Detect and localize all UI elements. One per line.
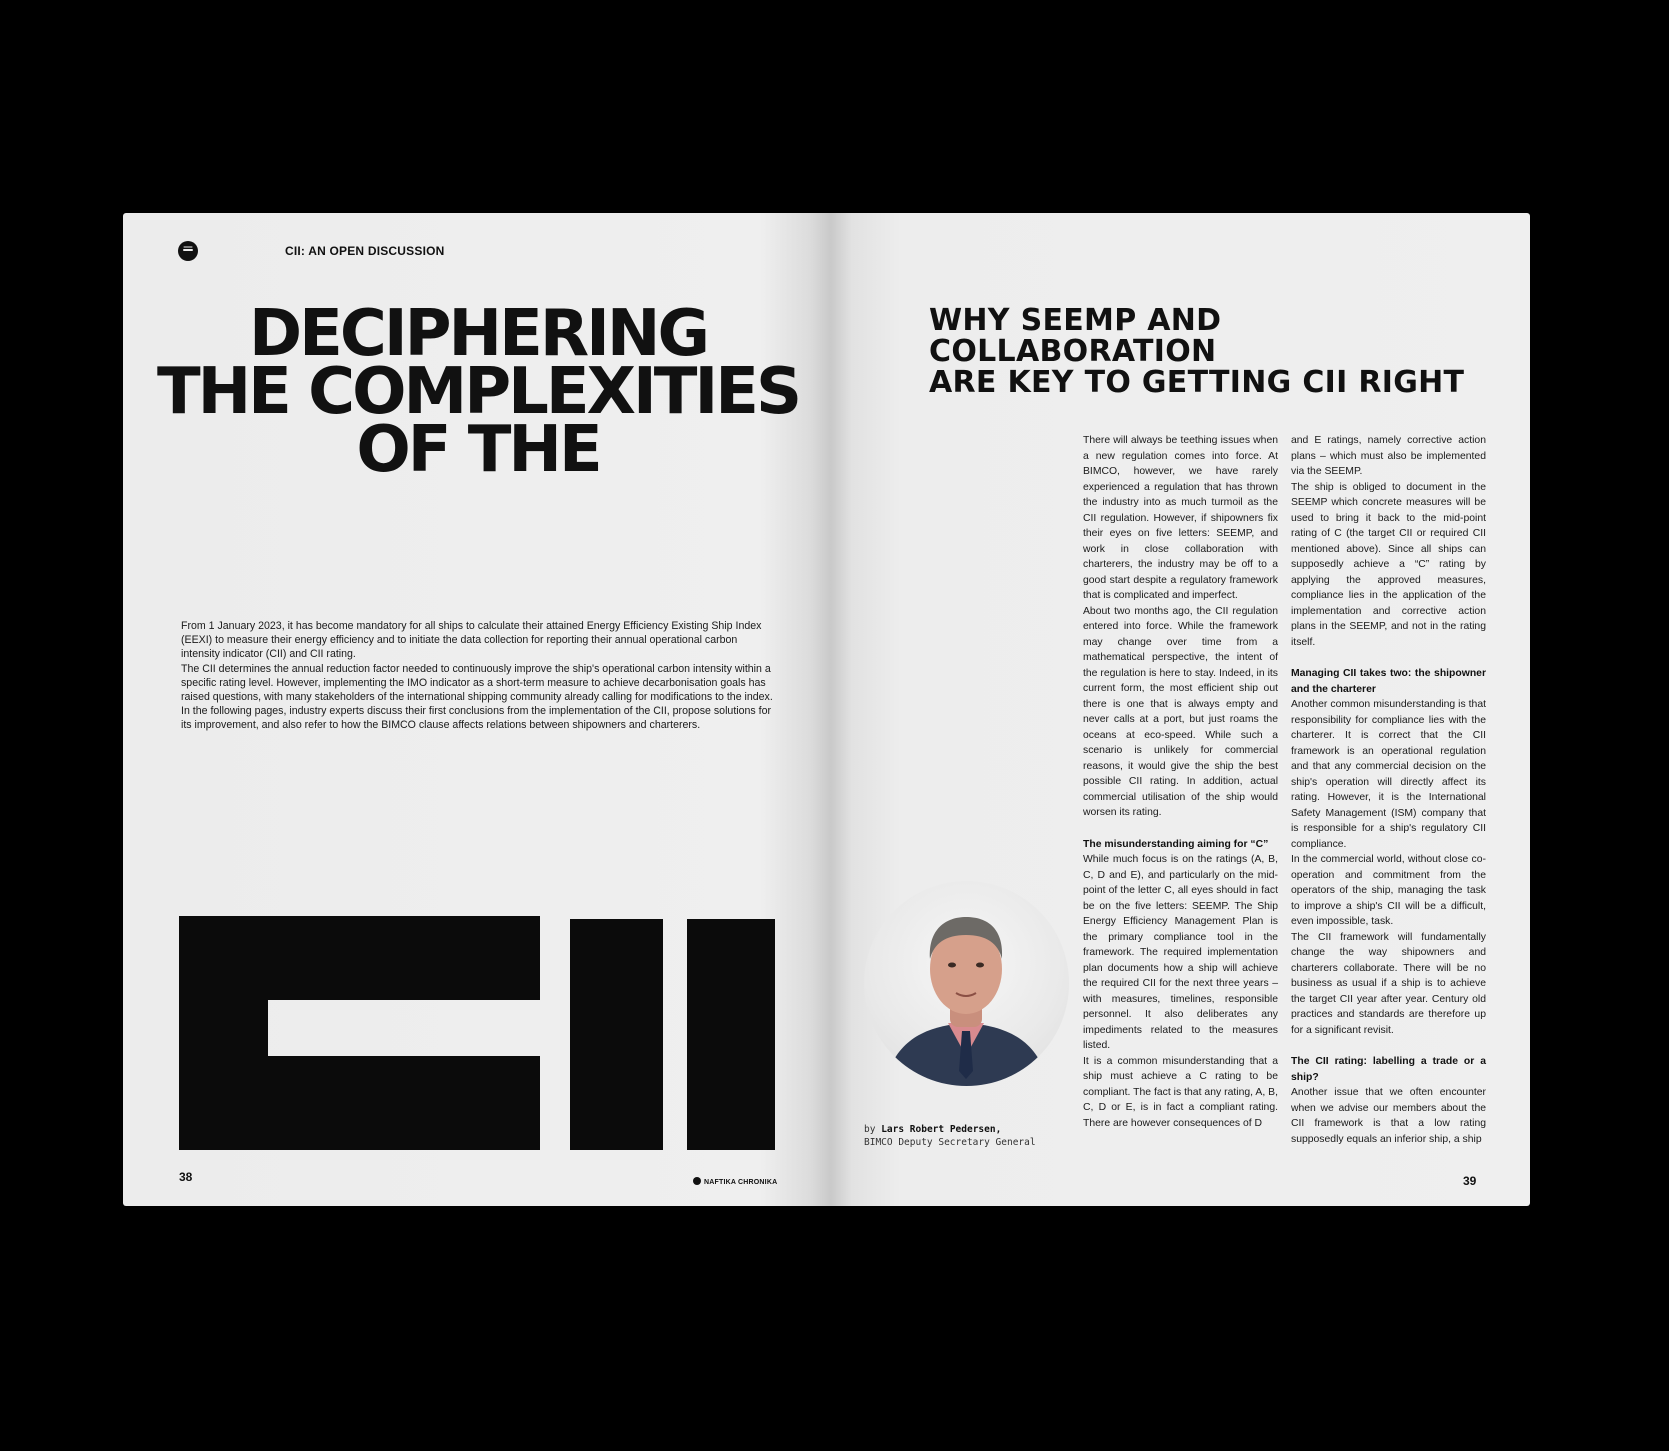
section-label: CII: AN OPEN DISCUSSION xyxy=(285,244,445,258)
headline-line: OF THE xyxy=(356,413,600,487)
brand-name: NAFTIKA CHRONIKA xyxy=(704,1179,778,1186)
right-page xyxy=(831,213,1530,1206)
letter-i-shape xyxy=(570,919,663,1150)
main-headline xyxy=(153,297,803,487)
headline-line: WHY SEEMP AND COLLABORATION xyxy=(929,303,1222,369)
magazine-logo-icon xyxy=(178,241,198,261)
body-paragraph: The ship is obliged to document in the SEEMP which concrete measures will be used to bring it back to the mid-point rating of C (the target CII or required CII mentioned above). Since all ships can supposedly achieve a “C” rating by applying the approved measures, compliance lies in the application of the implementation and corrective action plans in the SEEMP, and not in the rating itself. xyxy=(1291,481,1486,648)
body-paragraph: It is a common misunderstanding that a ship must achieve a C rating to be compliant. The fact is that any rating, A, B, C, D or E, is in fact a compliant rating. There are however consequences of D xyxy=(1083,1055,1278,1129)
left-page xyxy=(123,213,831,1206)
subheading: The misunderstanding aiming for “C” xyxy=(1083,838,1269,850)
page-number: 39 xyxy=(1463,1174,1477,1188)
byline-prefix: by xyxy=(864,1124,876,1135)
body-paragraph: Another issue that we often encounter when we advise our members about the CII framework is that a low rating supposedly equals an inferior ship, a ship xyxy=(1291,1087,1486,1145)
intro-paragraph: The CII determines the annual reduction factor needed to continuously improve the ship's operational carbon intensity within a specific rating level. However, implementing the IMO indicator as a short-term measure to achieve decarbonisation goals has raised questions, with many stakeholders of the international shipping community already calling for modifications to the index. xyxy=(181,662,773,704)
headline-line: ARE KEY TO GETTING CII RIGHT xyxy=(929,365,1465,400)
subheading: The CII rating: labelling a trade or a ship? xyxy=(1291,1056,1486,1083)
text-column-1 xyxy=(1083,433,1278,1131)
cii-block-letters-graphic xyxy=(179,916,775,1150)
body-paragraph: There will always be teething issues when a new regulation comes into force. At BIMCO, however, we have rarely experienced a regulation that has thrown the industry into as much turmoil as the CII regulation. However, if shipowners fix their eyes on five letters: SEEMP, and work in close collaboration with charterers, the industry may be off to a good start despite a regulatory framework that is complicated and imperfect. xyxy=(1083,435,1278,601)
letter-i-shape xyxy=(687,919,775,1150)
page-number: 38 xyxy=(179,1170,193,1184)
body-paragraph: and E ratings, namely corrective action plans – which must also be implemented via the SEEMP. xyxy=(1291,435,1486,477)
brand-logo-icon xyxy=(693,1177,701,1185)
body-paragraph: In the commercial world, without close co-operation and commitment from the operators of the ship, managing the task to improve a ship's CII will be a difficult, even impossible, task. xyxy=(1291,854,1486,927)
author-portrait xyxy=(864,881,1069,1086)
intro-text xyxy=(181,619,777,733)
intro-paragraph: In the following pages, industry experts discuss their first conclusions from the implementation of the CII, propose solutions for its improvement, and also refer to how the BIMCO clause affects relations between shipowners and charterers. xyxy=(181,705,772,732)
headline-line: DECIPHERING xyxy=(249,297,707,371)
headline-line: THE COMPLEXITIES xyxy=(156,355,800,429)
body-paragraph: About two months ago, the CII regulation entered into force. While the framework may change over time from a mathematical perspective, the intent of the regulation is here to stay. Indeed, in its current form, the most efficient ship out there is one that is always empty and never calls at a port, but just roams the oceans at eco-speed. While such a scenario is unlikely for commercial reasons, it would give the ship the best possible CII rating. In addition, actual commercial utilisation of the ship would worsen its rating. xyxy=(1083,605,1278,818)
author-name: Lars Robert Pedersen, xyxy=(881,1124,1002,1135)
body-paragraph: The CII framework will fundamentally change the way shipowners and charterers collaborate. There will be no business as usual if a ship is to achieve the target CII year after year. Century old practices and standards are therefore up for a significant revisit. xyxy=(1291,931,1486,1036)
letter-c-shape xyxy=(179,916,540,1150)
article-headline xyxy=(929,305,1489,398)
author-byline xyxy=(864,1123,1036,1149)
portrait-illustration xyxy=(864,881,1069,1086)
body-paragraph: Another common misunderstanding is that responsibility for compliance lies with the charterer. It is correct that the CII framework is an operational regulation and that any commercial decision on the ship's operation will directly affect its rating. However, it is the International Safety Management (ISM) company that is responsible for a ship's regulatory CII compliance. xyxy=(1291,699,1486,850)
body-paragraph: While much focus is on the ratings (A, B, C, D and E), and particularly on the mid-point of the letter C, all eyes should in fact be on the five letters: SEEMP. The Ship Energy Efficiency Management Plan is the primary compliance tool in the framework. The required implementation plan documents how a ship will achieve the required CII for the next three years – with measures, timelines, responsible personnel. It also deliberates any impediments related to the measures listed. xyxy=(1083,854,1278,1051)
author-title: BIMCO Deputy Secretary General xyxy=(864,1137,1036,1148)
text-column-2 xyxy=(1291,433,1486,1147)
subheading: Managing CII takes two: the shipowner and the charterer xyxy=(1291,668,1486,695)
intro-paragraph: From 1 January 2023, it has become mandatory for all ships to calculate their attained Energy Efficiency Existing Ship Index (EEXI) to measure their energy efficiency and to initiate the data collection for reporting their annual operational carbon intensity indicator (CII) and CII rating. xyxy=(181,620,762,661)
brand-footer xyxy=(693,1177,777,1186)
